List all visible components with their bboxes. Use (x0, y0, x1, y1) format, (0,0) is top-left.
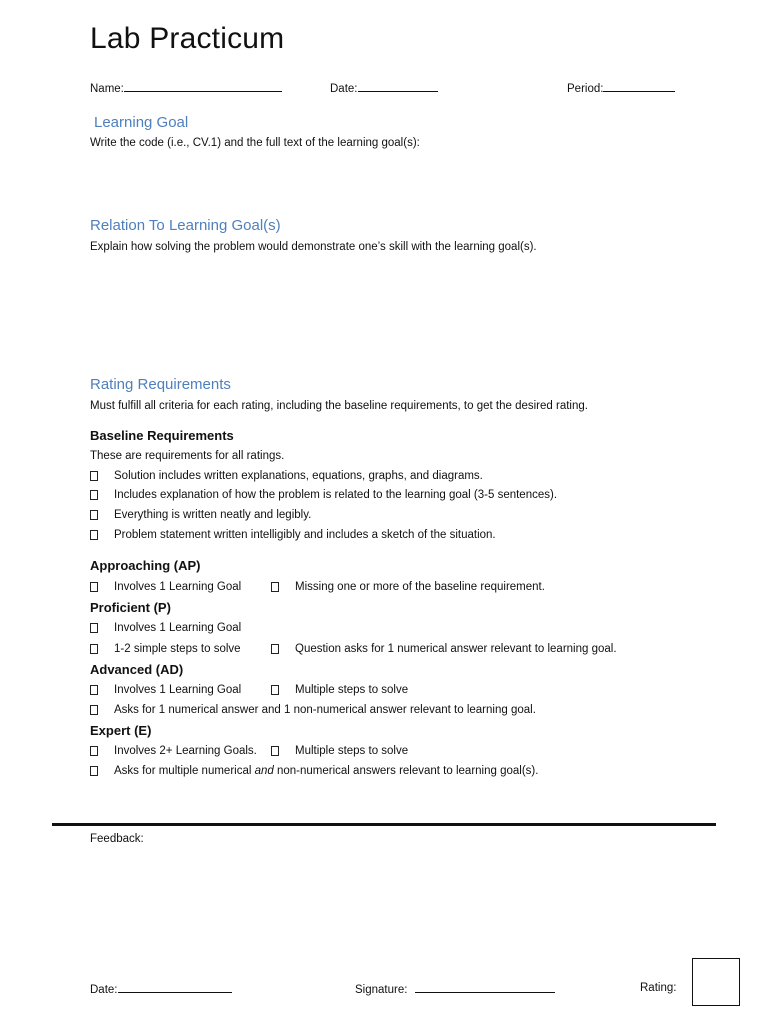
checkbox-icon[interactable] (90, 510, 98, 520)
baseline-heading: Baseline Requirements (90, 428, 234, 443)
footer-date-blank[interactable] (118, 982, 232, 993)
rating-requirements-heading: Rating Requirements (90, 376, 231, 393)
checkbox-icon[interactable] (90, 685, 98, 695)
feedback-label: Feedback: (90, 833, 144, 845)
date-field[interactable] (330, 81, 438, 95)
advanced-item[interactable]: Multiple steps to solve (271, 684, 408, 696)
expert-heading: Expert (E) (90, 723, 152, 738)
checkbox-icon[interactable] (90, 582, 98, 592)
advanced-heading: Advanced (AD) (90, 662, 184, 677)
checkbox-icon[interactable] (90, 705, 98, 715)
period-label: Period: (567, 83, 604, 95)
rating-box[interactable] (692, 958, 740, 1006)
baseline-item[interactable]: Solution includes written explanations, equations, graphs, and diagrams. (90, 470, 483, 482)
signature-label: Signature: (355, 984, 408, 996)
signature-blank[interactable] (415, 982, 555, 993)
proficient-heading: Proficient (P) (90, 600, 171, 615)
checkbox-icon[interactable] (90, 530, 98, 540)
approaching-item[interactable]: Involves 1 Learning Goal (90, 581, 241, 593)
expert-item[interactable]: Asks for multiple numerical and non-numerical answers relevant to learning goal(s). (90, 765, 538, 777)
relation-heading: Relation To Learning Goal(s) (90, 217, 281, 234)
expert-item[interactable]: Involves 2+ Learning Goals. (90, 745, 257, 757)
checkbox-icon[interactable] (271, 644, 279, 654)
rating-requirements-instruction: Must fulfill all criteria for each rating, including the baseline requirements, to get the desired rating. (90, 400, 588, 412)
period-blank[interactable] (603, 81, 675, 92)
name-blank[interactable] (124, 81, 282, 92)
checkbox-icon[interactable] (90, 766, 98, 776)
expert-item[interactable]: Multiple steps to solve (271, 745, 408, 757)
date-label: Date: (330, 83, 358, 95)
learning-goal-instruction: Write the code (i.e., CV.1) and the full text of the learning goal(s): (90, 137, 420, 149)
page-title: Lab Practicum (90, 22, 285, 55)
checkbox-icon[interactable] (90, 490, 98, 500)
signature-field[interactable] (355, 982, 555, 996)
baseline-item[interactable]: Problem statement written intelligibly and includes a sketch of the situation. (90, 529, 496, 541)
footer-date-label: Date: (90, 984, 118, 996)
proficient-item[interactable]: Involves 1 Learning Goal (90, 622, 241, 634)
rating-label: Rating: (640, 982, 677, 994)
relation-instruction: Explain how solving the problem would demonstrate one’s skill with the learning goal(s). (90, 241, 537, 253)
advanced-item[interactable]: Asks for 1 numerical answer and 1 non-numerical answer relevant to learning goal. (90, 704, 536, 716)
checkbox-icon[interactable] (271, 685, 279, 695)
advanced-item[interactable]: Involves 1 Learning Goal (90, 684, 241, 696)
checkbox-icon[interactable] (90, 471, 98, 481)
approaching-item[interactable]: Missing one or more of the baseline requirement. (271, 581, 545, 593)
name-field[interactable] (90, 81, 282, 95)
checkbox-icon[interactable] (90, 623, 98, 633)
proficient-item[interactable]: Question asks for 1 numerical answer relevant to learning goal. (271, 643, 617, 655)
baseline-subtitle: These are requirements for all ratings. (90, 450, 285, 462)
section-divider (52, 823, 716, 826)
period-field[interactable] (567, 81, 675, 95)
approaching-heading: Approaching (AP) (90, 558, 201, 573)
checkbox-icon[interactable] (90, 746, 98, 756)
baseline-item[interactable]: Everything is written neatly and legibly. (90, 509, 311, 521)
proficient-item[interactable]: 1-2 simple steps to solve (90, 643, 241, 655)
learning-goal-heading: Learning Goal (94, 114, 189, 131)
date-blank[interactable] (358, 81, 438, 92)
baseline-item[interactable]: Includes explanation of how the problem is related to the learning goal (3-5 sentences). (90, 489, 557, 501)
footer-date-field[interactable] (90, 982, 232, 996)
checkbox-icon[interactable] (90, 644, 98, 654)
checkbox-icon[interactable] (271, 582, 279, 592)
name-label: Name: (90, 83, 124, 95)
checkbox-icon[interactable] (271, 746, 279, 756)
